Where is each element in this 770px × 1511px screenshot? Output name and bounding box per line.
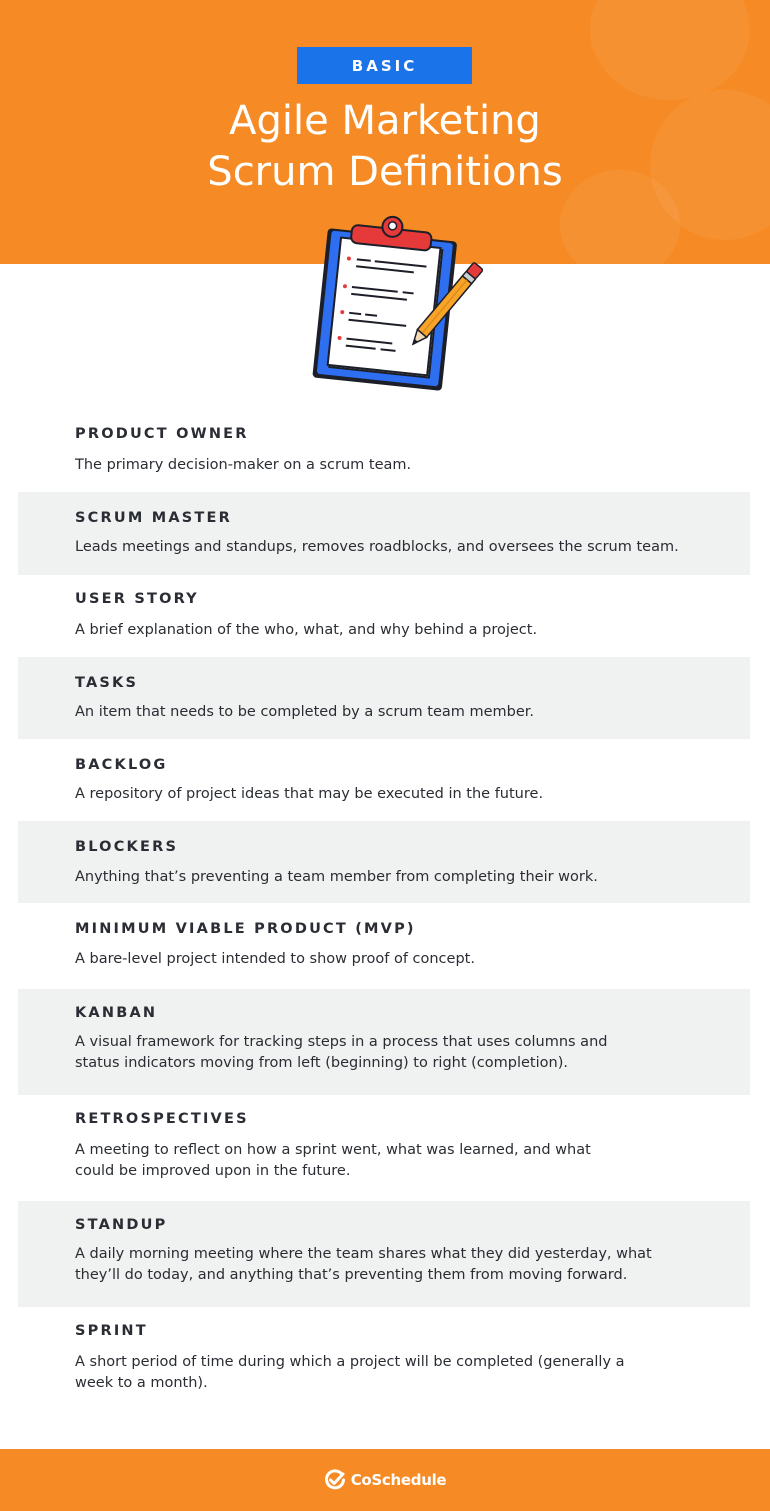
definition-line: The primary decision-maker on a scrum team. bbox=[75, 457, 412, 473]
definition-item bbox=[18, 408, 750, 492]
term-definition bbox=[75, 537, 715, 558]
definition-line: status indicators moving from left (beginning) to right (completion). bbox=[75, 1055, 568, 1071]
definition-item bbox=[18, 989, 750, 1095]
definition-line: Anything that’s preventing a team member from completing their work. bbox=[75, 869, 598, 885]
clipboard-with-pencil-icon bbox=[300, 212, 485, 392]
definition-item bbox=[18, 821, 750, 903]
brand-name: CoSchedule bbox=[350, 1471, 447, 1489]
term-definition bbox=[75, 1244, 715, 1286]
definition-item bbox=[18, 492, 750, 575]
term-title: USER STORY bbox=[75, 591, 199, 607]
term-definition bbox=[75, 620, 715, 641]
page-title bbox=[0, 96, 770, 198]
term-title: MINIMUM VIABLE PRODUCT (MVP) bbox=[75, 921, 416, 937]
term-definition bbox=[75, 455, 715, 476]
footer-banner bbox=[0, 1449, 770, 1511]
term-title: KANBAN bbox=[75, 1005, 158, 1021]
definition-line: A short period of time during which a project will be completed (generally a bbox=[75, 1354, 625, 1370]
term-title: BACKLOG bbox=[75, 757, 168, 773]
definition-line: Leads meetings and standups, removes roadblocks, and oversees the scrum team. bbox=[75, 539, 679, 555]
definition-line: A repository of project ideas that may be executed in the future. bbox=[75, 786, 544, 802]
coschedule-check-logo-icon bbox=[324, 1469, 346, 1491]
term-definition bbox=[75, 1352, 715, 1394]
term-definition bbox=[75, 702, 715, 723]
term-definition bbox=[75, 949, 715, 970]
term-definition bbox=[75, 1032, 715, 1074]
definition-line: A visual framework for tracking steps in a process that uses columns and bbox=[75, 1034, 608, 1050]
definition-line: could be improved upon in the future. bbox=[75, 1163, 351, 1179]
term-title: STANDUP bbox=[75, 1217, 168, 1233]
term-definition bbox=[75, 867, 715, 888]
definition-line: A bare-level project intended to show proof of concept. bbox=[75, 951, 475, 967]
definition-line: A meeting to reflect on how a sprint went, what was learned, and what bbox=[75, 1142, 591, 1158]
definition-line: A daily morning meeting where the team shares what they did yesterday, what bbox=[75, 1246, 652, 1262]
term-definition bbox=[75, 784, 715, 805]
level-badge: BASIC bbox=[297, 47, 472, 84]
definition-line: week to a month). bbox=[75, 1375, 208, 1391]
term-title: SPRINT bbox=[75, 1323, 148, 1339]
definition-line: A brief explanation of the who, what, and why behind a project. bbox=[75, 622, 538, 638]
title-line: Scrum Definitions bbox=[207, 149, 563, 195]
definition-item bbox=[18, 1307, 750, 1415]
definition-item bbox=[18, 1201, 750, 1307]
definition-item bbox=[18, 657, 750, 739]
term-title: TASKS bbox=[75, 675, 139, 691]
term-title: PRODUCT OWNER bbox=[75, 426, 249, 442]
decorative-shape bbox=[590, 0, 750, 100]
term-title: RETROSPECTIVES bbox=[75, 1111, 249, 1127]
term-title: BLOCKERS bbox=[75, 839, 179, 855]
title-line: Agile Marketing bbox=[229, 98, 541, 144]
definition-item bbox=[18, 1095, 750, 1201]
definition-item bbox=[18, 903, 750, 989]
term-definition bbox=[75, 1140, 715, 1182]
term-title: SCRUM MASTER bbox=[75, 510, 232, 526]
brand-logo bbox=[324, 1469, 447, 1491]
definition-line: An item that needs to be completed by a scrum team member. bbox=[75, 704, 535, 720]
definition-item bbox=[18, 575, 750, 657]
definition-line: they’ll do today, and anything that’s preventing them from moving forward. bbox=[75, 1267, 628, 1283]
definition-item bbox=[18, 739, 750, 821]
